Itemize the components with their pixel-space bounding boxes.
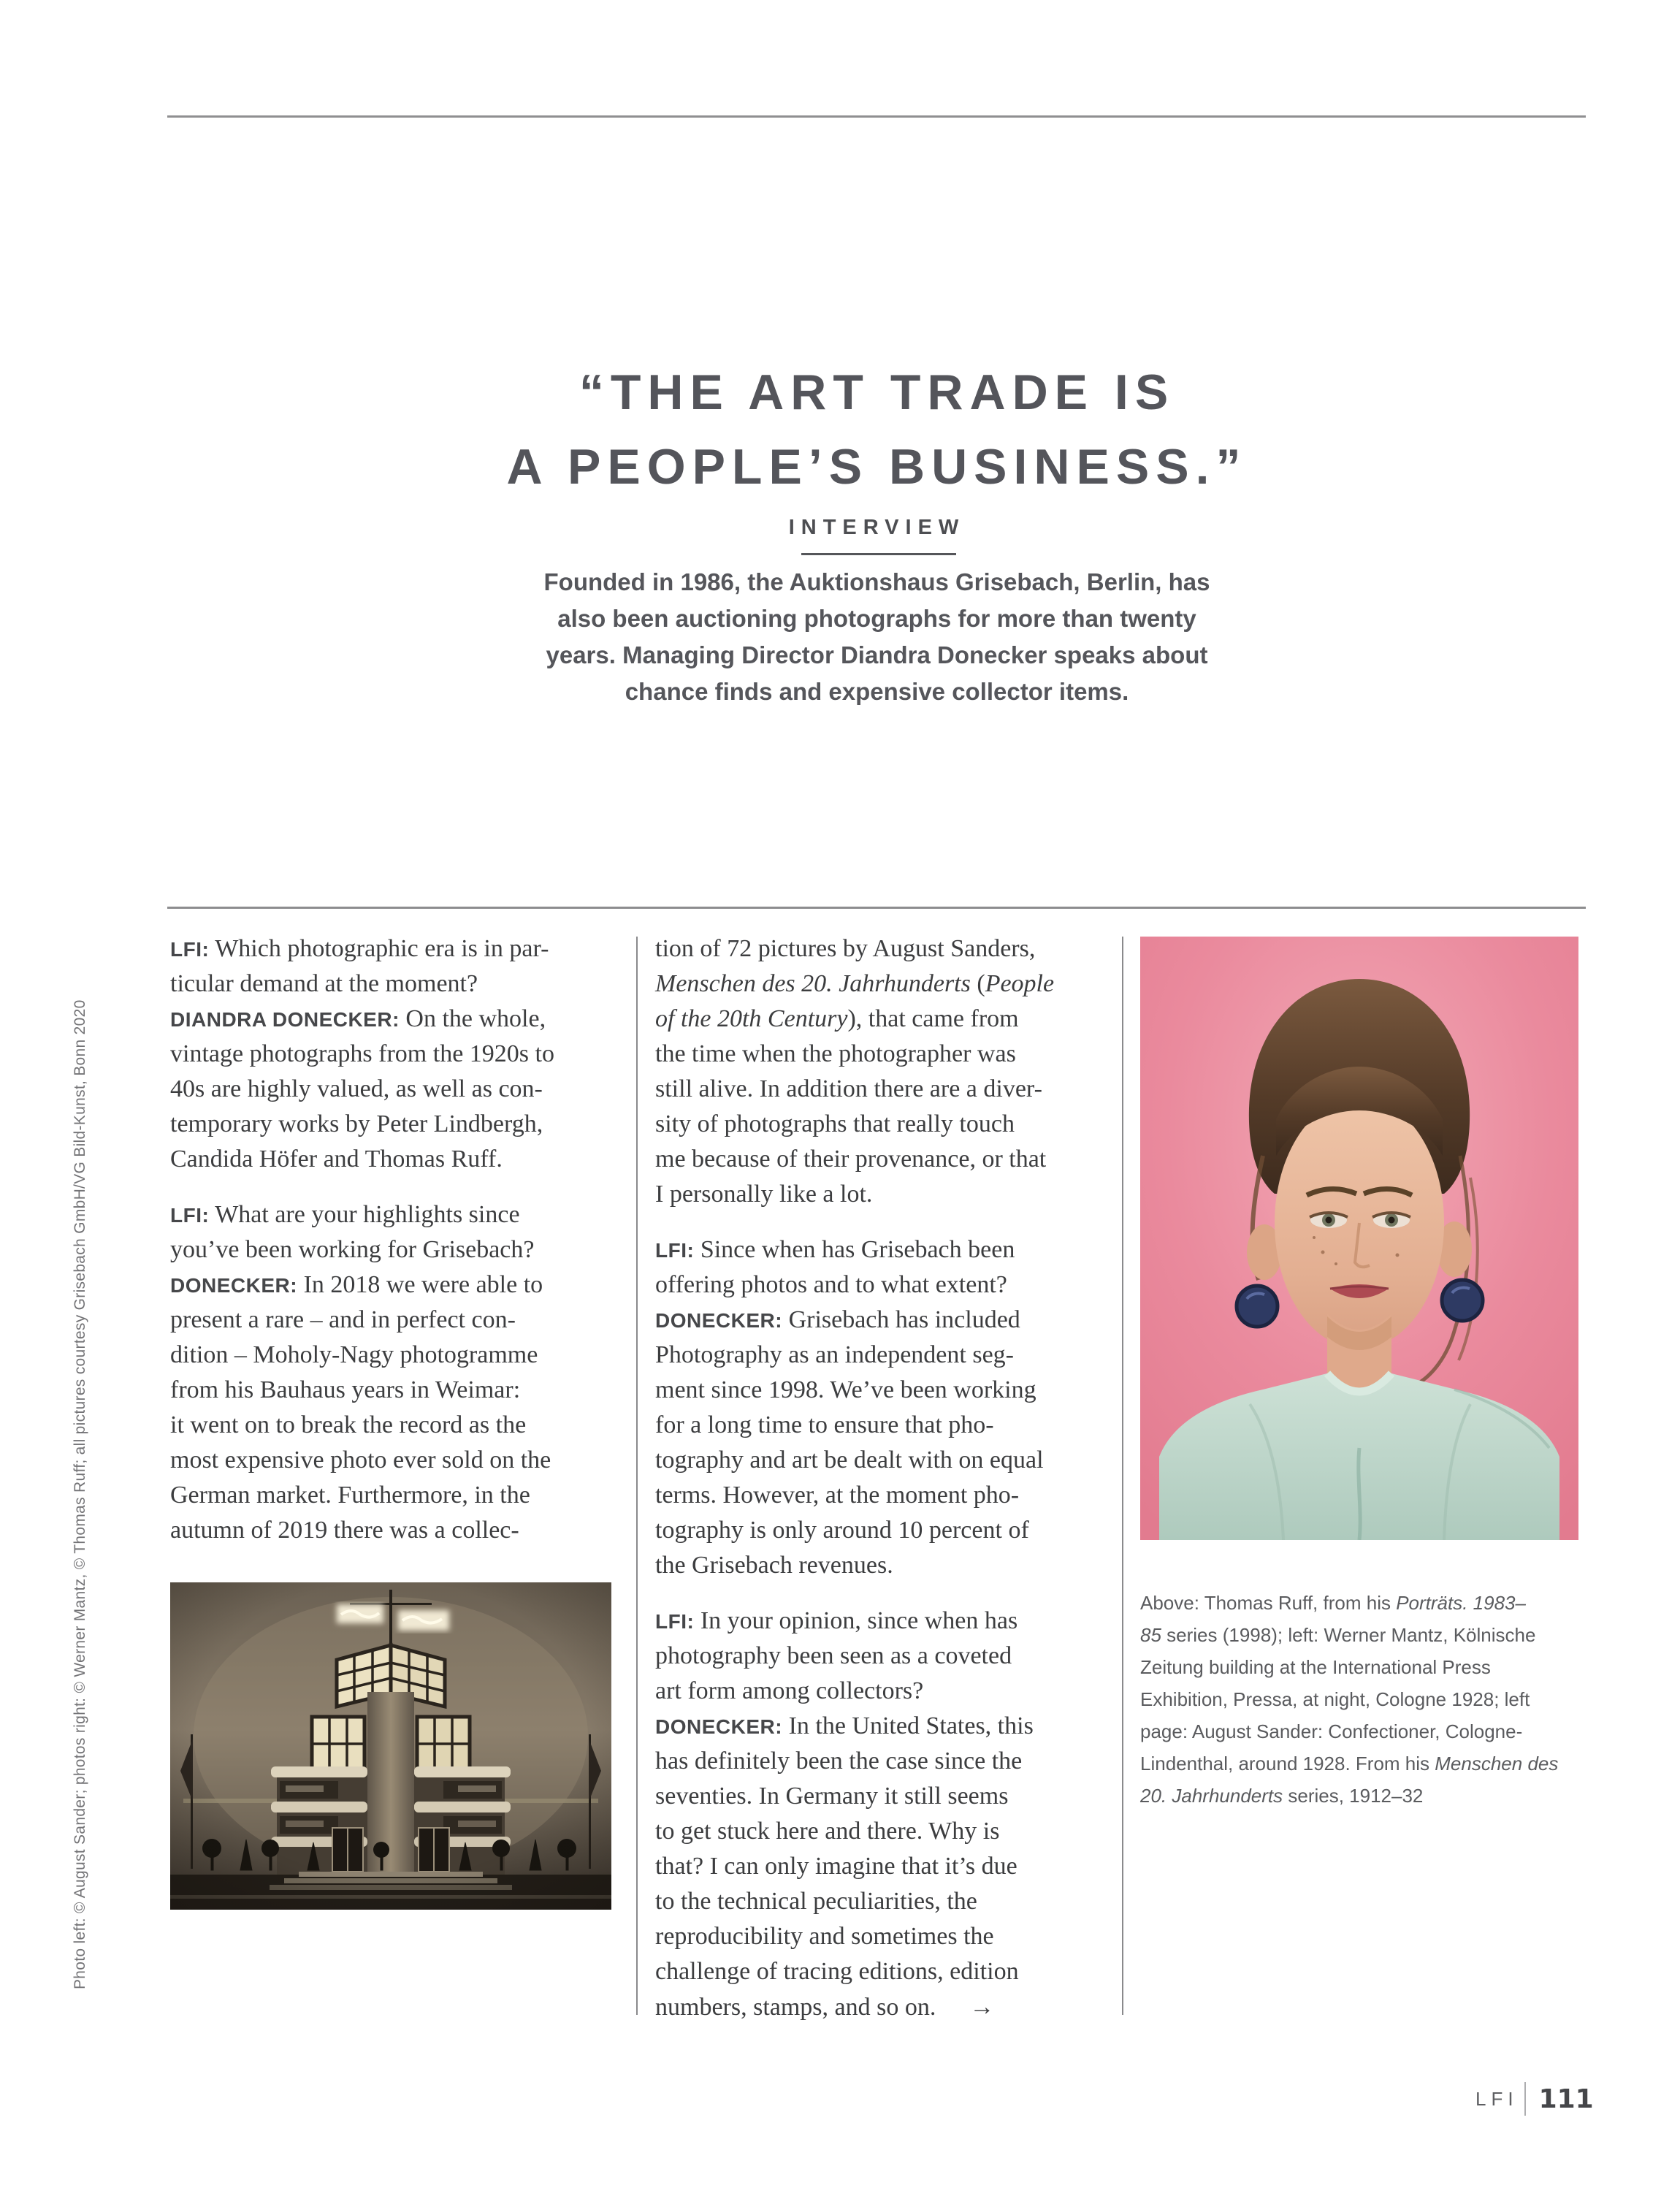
photo-credit-vertical: Photo left: © August Sander; photos right: © Werner Mantz, © Thomas Ruff; all pictures courtesy Grisebach GmbH/VG Bild-Kunst, Bonn 2020 [72,999,88,1989]
text-line: autumn of 2019 there was a collec- [170,1517,519,1544]
text-line: most expensive photo ever sold on the [170,1446,551,1474]
text-line: Founded in 1986, the Auktionshaus Grisebach, Berlin, has [543,568,1210,595]
text-line: numbers, stamps, and so on. → [655,1993,995,2021]
text-line: LFI: What are your highlights since [170,1201,520,1228]
intro-paragraph [168,564,1586,710]
text-line: has definitely been the case since the [655,1747,1023,1775]
text-line: photography been seen as a coveted [655,1642,1012,1669]
text-line: DONECKER: In the United States, this [655,1712,1034,1739]
header-rule [167,907,1586,909]
text-line: LFI: Which photographic era is in par- [170,935,549,962]
text-line: for a long time to ensure that pho- [655,1411,994,1438]
kicker-interview: INTERVIEW [788,516,966,539]
text-line: years. Managing Director Diandra Donecker speaks about [546,641,1208,668]
portrait-photo [1140,937,1578,1540]
text-line: chance finds and expensive collector items. [625,678,1129,705]
page-title-line2: A PEOPLE’S BUSINESS.” [506,439,1248,495]
text-line: terms. However, at the moment pho- [655,1482,1020,1509]
text-line: you’ve been working for Grisebach? [170,1236,535,1263]
text-line: 40s are highly valued, as well as con- [170,1075,543,1102]
text-line: still alive. In addition there are a diver- [655,1075,1042,1102]
text-line: dition – Moholy-Nagy photogramme [170,1341,538,1368]
text-line: tography is only around 10 percent of [655,1517,1029,1544]
page-footer [1475,2082,1594,2116]
text-line: reproducibility and sometimes the [655,1923,994,1950]
text-line: the time when the photographer was [655,1040,1016,1067]
text-line: vintage photographs from the 1920s to [170,1040,554,1067]
text-line: I personally like a lot. [655,1181,873,1208]
text-line: from his Bauhaus years in Weimar: [170,1376,521,1403]
text-line: art form among collectors? [655,1677,924,1704]
text-line: me because of their provenance, or that [655,1146,1047,1173]
text-line: it went on to break the record as the [170,1411,527,1438]
text-line: tion of 72 pictures by August Sanders, [655,935,1036,962]
text-line: the Grisebach revenues. [655,1552,893,1579]
text-line: challenge of tracing editions, edition [655,1958,1019,1985]
text-line: Above: Thomas Ruff, from his Porträts. 1983– [1140,1592,1526,1614]
text-line: seventies. In Germany it still seems [655,1783,1009,1810]
text-line: DIANDRA DONECKER: On the whole, [170,1005,546,1032]
column-divider-2 [1122,937,1123,2015]
text-line: sity of photographs that really touch [655,1110,1015,1137]
kicker-underline [801,553,956,555]
paragraph [170,935,627,1181]
text-line: ticular demand at the moment? [170,970,478,997]
paragraph [170,1201,627,1552]
text-line: Candida Höfer and Thomas Ruff. [170,1146,503,1173]
paragraph [655,1236,1112,1587]
text-line: temporary works by Peter Lindbergh, [170,1110,543,1137]
page-title-line1: “THE ART TRADE IS [579,365,1175,420]
text-line: to get stuck here and there. Why is [655,1818,1000,1845]
page-title [168,355,1586,504]
text-line: ment since 1998. We’ve been working [655,1376,1036,1403]
text-line: to the technical peculiarities, the [655,1888,977,1915]
text-line: LFI: In your opinion, since when has [655,1607,1018,1634]
text-line: of the 20th Century ), that came from [655,1005,1019,1032]
text-line: 85 series (1998); left: Werner Mantz, Kölnische [1140,1624,1536,1646]
column-left [170,935,627,1552]
paragraph [655,1607,1112,2028]
text-line: offering photos and to what extent? [655,1271,1007,1298]
text-line: DONECKER: Grisebach has included [655,1306,1020,1333]
text-line: Zeitung building at the International Press [1140,1656,1491,1678]
text-line: present a rare – and in perfect con- [170,1306,516,1333]
text-line: DONECKER: In 2018 we were able to [170,1271,543,1298]
column-middle [655,935,1112,2028]
top-rule [167,115,1586,118]
photo-caption [1140,1587,1581,1812]
page-number: 111 [1538,2084,1594,2114]
building-photo [170,1582,611,1910]
portrait-photo-art [1140,937,1578,1540]
text-line: German market. Furthermore, in the [170,1482,530,1509]
text-line: page: August Sander: Confectioner, Cologne- [1140,1720,1523,1742]
footer-brand: LFI [1475,2087,1519,2110]
text-line: Photography as an independent seg- [655,1341,1014,1368]
footer-separator [1524,2082,1526,2116]
text-line: that? I can only imagine that it’s due [655,1853,1017,1880]
text-line: Menschen des 20. Jahrhunderts ( People [655,970,1055,997]
building-photo-art [170,1582,611,1910]
text-line: Exhibition, Pressa, at night, Cologne 1928; left [1140,1688,1530,1710]
paragraph [655,935,1112,1216]
text-line: Lindenthal, around 1928. From his Menschen des [1140,1753,1559,1775]
text-line: LFI: Since when has Grisebach been [655,1236,1015,1263]
column-divider-1 [636,937,638,2015]
text-line: also been auctioning photographs for more than twenty [557,605,1196,632]
text-line: tography and art be dealt with on equal [655,1446,1044,1474]
text-line: 20. Jahrhunderts series, 1912–32 [1140,1785,1424,1807]
